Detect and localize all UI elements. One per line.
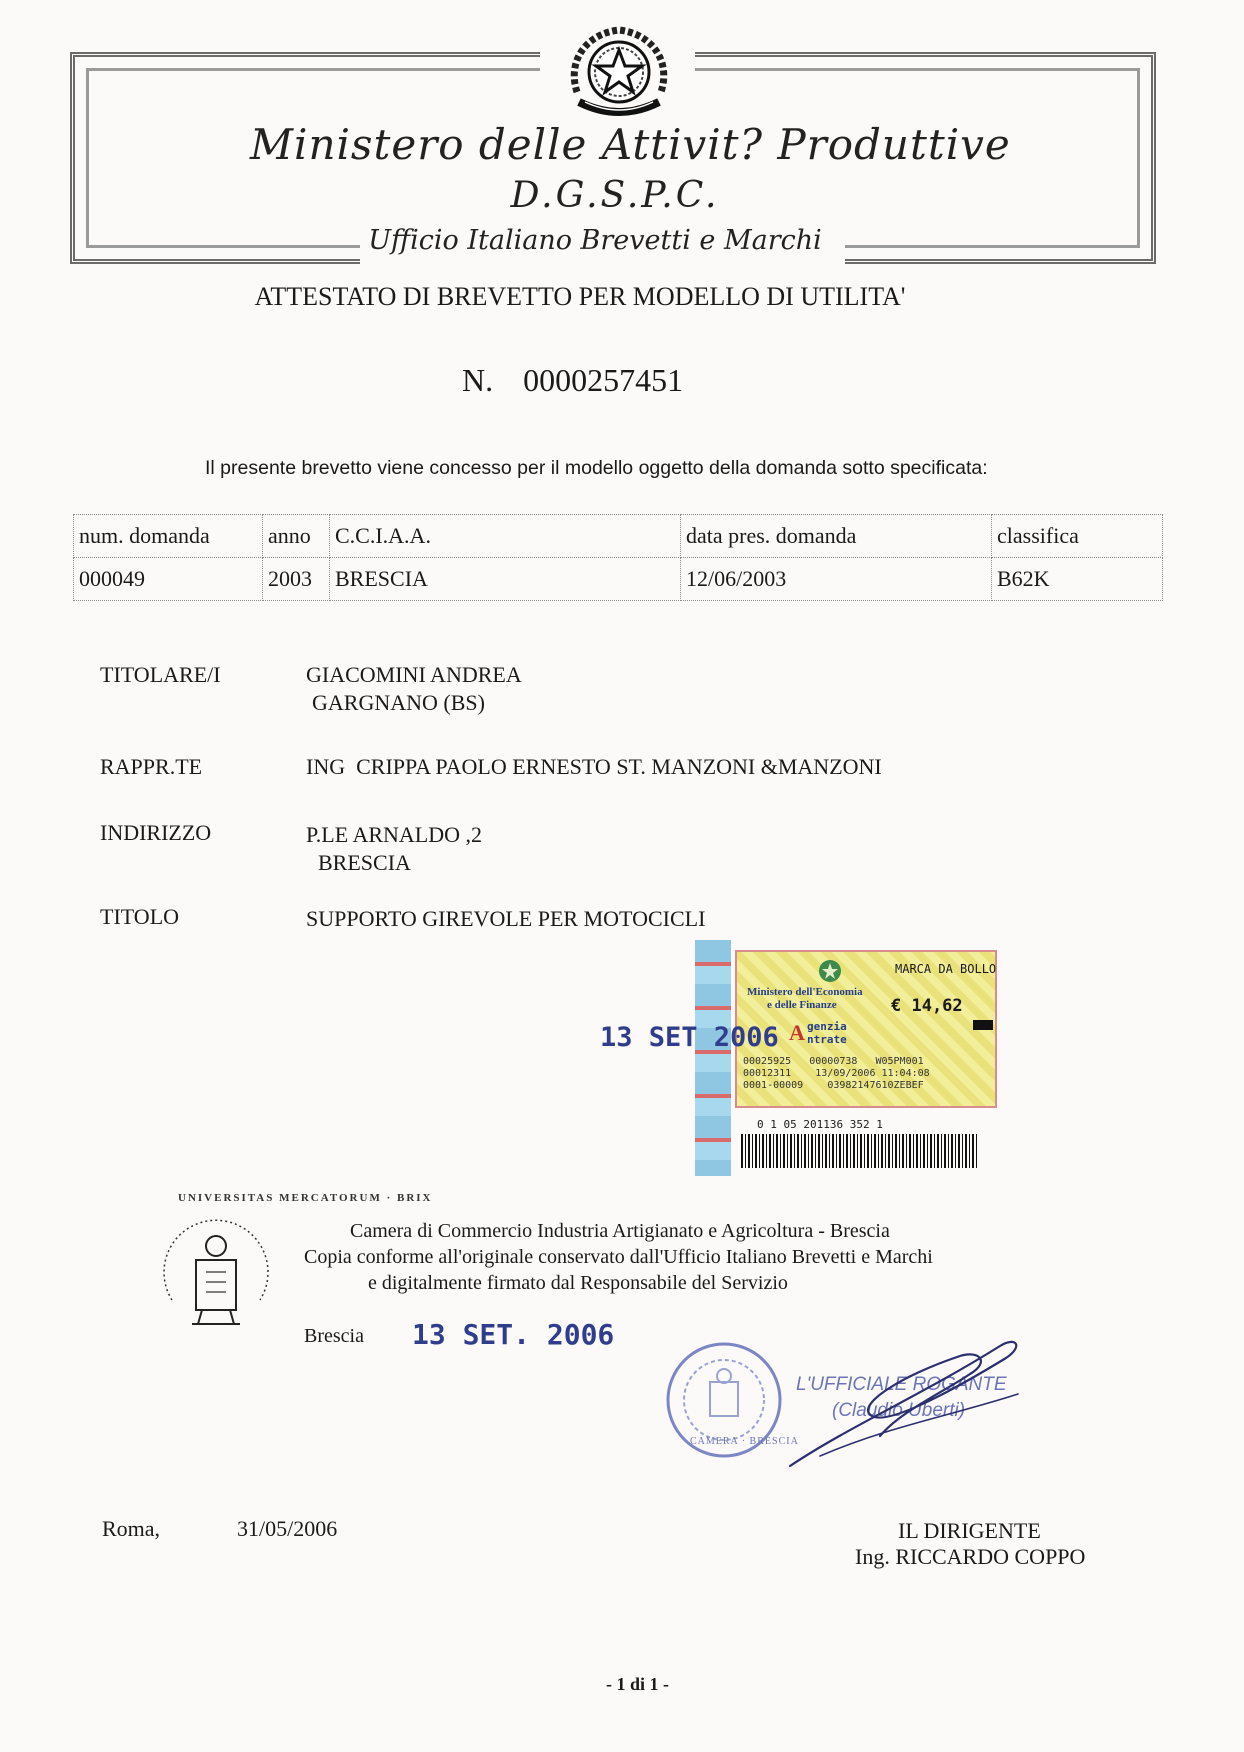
stamp-code: 0001-00009 [743,1080,804,1091]
round-stamp-text: CAMERA · BRESCIA [690,1436,799,1447]
office-name: Ufficio Italiano Brevetti e Marchi [368,225,822,256]
stamp-heading: MARCA DA BOLLO [895,962,997,976]
issue-date: 31/05/2006 [237,1516,338,1541]
signatory-title: IL DIRIGENTE [898,1518,1041,1543]
table-cell: 000049 [74,558,263,601]
representative-label: RAPPR.TE [100,754,203,779]
table-header: classifica [992,515,1163,558]
table-cell: 12/06/2003 [681,558,992,601]
stamp-amount: € 14,62 [891,996,963,1016]
stamp-code: 00025925 [743,1056,792,1067]
holder-label: TITOLARE/I [100,662,221,687]
ministry-name: Ministero delle Attivit? Produttive [250,120,1011,169]
representative-value: ING CRIPPA PAOLO ERNESTO ST. MANZONI &MANZONI [306,754,882,779]
table-cell: BRESCIA [330,558,681,601]
certification-line1: Camera di Commercio Industria Artigianato e Agricoltura - Brescia [350,1220,890,1242]
table-cell: 2003 [263,558,330,601]
certification-date-stamp: 13 SET. 2006 [412,1318,615,1351]
signatory-name: Ing. RICCARDO COPPO [855,1544,1086,1569]
stamp-issuer-line2: e delle Finanze [767,999,837,1011]
patent-title-label: TITOLO [100,904,180,929]
republic-emblem-icon [565,22,673,122]
patent-number-prefix: N. [462,362,494,398]
stamp-emblem-icon [817,958,843,984]
table-header: anno [263,515,330,558]
stamp-code: W05PM001 [875,1056,924,1067]
revenue-stamp [695,940,997,1176]
table-header-row [74,515,1163,558]
stamp-code: 00000738 [809,1056,858,1067]
stamp-agency-line2: ntrate [807,1033,847,1046]
stamp-hologram-strip [695,940,731,1176]
address-street: P.LE ARNALDO ,2 [306,822,483,847]
stamp-code: 00012311 [743,1068,792,1079]
certification-city: Brescia [304,1325,364,1347]
address-label: INDIRIZZO [100,820,212,845]
patent-title-value: SUPPORTO GIREVOLE PER MOTOCICLI [306,906,706,931]
table-header: C.C.I.A.A. [330,515,681,558]
patent-number-value: 0000257451 [523,362,684,398]
document-title: ATTESTATO DI BREVETTO PER MODELLO DI UTILITA' [254,282,906,311]
issue-place: Roma, [102,1516,161,1541]
stamp-codes [743,1056,930,1092]
page-indicator: - 1 di 1 - [606,1674,669,1694]
stamp-date-overprint: 13 SET 2006 [600,1022,779,1053]
application-table [73,514,1163,601]
table-header: num. domanda [74,515,263,558]
address-city: BRESCIA [318,850,411,875]
stamp-barcode [741,1134,977,1168]
certification-line2: Copia conforme all'originale conservato dall'Ufficio Italiano Brevetti e Marchi [304,1246,933,1268]
officer-title: L'UFFICIALE ROGANTE [796,1374,1007,1395]
table-header: data pres. domanda [681,515,992,558]
officer-name: (Claudio Uberti) [832,1400,966,1421]
stamp-agency-line1: genzia [807,1020,847,1033]
holder-name: GIACOMINI ANDREA [306,662,522,687]
chamber-seal-icon [150,1200,282,1330]
officer-signature [780,1316,1030,1476]
table-row [74,558,1163,601]
stamp-code: 03982147610ZEBEF [827,1080,924,1091]
department-name: D.G.S.P.C. [510,175,720,216]
stamp-barcode-number: 0 1 05 201136 352 1 [757,1118,883,1131]
intro-text: Il presente brevetto viene concesso per il modello oggetto della domanda sotto specificata: [205,457,988,479]
certification-line3: e digitalmente firmato dal Responsabile del Servizio [368,1272,788,1294]
table-cell: B62K [992,558,1163,601]
stamp-issuer-line1: Ministero dell'Economia [747,986,863,998]
stamp-agency-a-icon: A [789,1020,805,1045]
chamber-seal-text: UNIVERSITAS MERCATORUM · BRIX [178,1192,433,1204]
patent-number [462,362,683,399]
holder-town: GARGNANO (BS) [312,690,485,715]
stamp-code: 13/09/2006 11:04:08 [815,1068,930,1079]
